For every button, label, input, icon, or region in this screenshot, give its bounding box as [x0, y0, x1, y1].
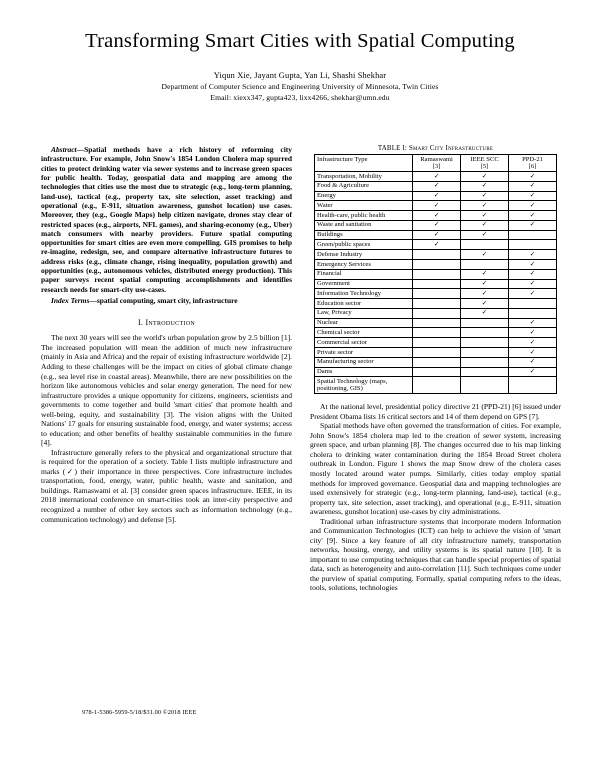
cell-checkmark	[461, 279, 509, 289]
table-row	[315, 367, 557, 377]
cell-infrastructure-type: Commercial sector	[315, 338, 413, 348]
cell-checkmark	[461, 269, 509, 279]
table-row	[315, 259, 557, 269]
column-header-ppd21	[509, 155, 557, 172]
cell-checkmark	[509, 171, 557, 181]
cell-empty	[509, 240, 557, 250]
cell-checkmark	[509, 220, 557, 230]
cell-checkmark	[461, 250, 509, 260]
checkmark-icon: ✓	[481, 182, 488, 190]
checkmark-icon: ✓	[433, 192, 440, 200]
checkmark-icon: ✓	[529, 201, 536, 209]
checkmark-icon: ✓	[433, 182, 440, 190]
index-terms	[41, 296, 292, 305]
cell-checkmark	[461, 201, 509, 211]
checkmark-icon: ✓	[529, 368, 536, 376]
cell-checkmark	[509, 318, 557, 328]
checkmark-icon: ✓	[481, 201, 488, 209]
column-header-ref: [6]	[528, 162, 537, 170]
cell-infrastructure-type: Waste and sanitation	[315, 220, 413, 230]
table-header-row	[315, 155, 557, 172]
section-numeral: I.	[137, 318, 144, 328]
checkmark-icon: ✓	[433, 241, 440, 248]
cell-infrastructure-type: Financial	[315, 269, 413, 279]
cell-checkmark	[461, 211, 509, 221]
checkmark-icon: ✓	[433, 201, 440, 209]
cell-checkmark	[509, 289, 557, 299]
index-terms-label: Index Terms	[51, 296, 90, 305]
paragraph: Spatial methods have often governed the transformation of cities. For example, John Snow's 1854 cholera map led to the creation of sewer system, increasing green space, and urban planning [8]. The changes occurred due to his map linking cholera to drinking water contamination during the 1854 Broad Street cholera outbreak in London. Figure 1 shows the map Snow drew of the cholera cases mostly located around water pumps. Similarly, cities today employ spatial methods for improved governance. Geospatial data and mapping technologies are used extensively for strategic (e.g., long-term planning, land-use), tactical (e.g., property tax, site selection, asset tracking), and operational (e.g., E-911, situation awareness, gunshot location) use-cases by city administrations.	[310, 421, 561, 517]
table-row	[315, 220, 557, 230]
cell-empty	[461, 328, 509, 338]
cell-checkmark	[509, 181, 557, 191]
cell-infrastructure-type: Green/public spaces	[315, 240, 413, 250]
checkmark-icon: ✓	[529, 319, 536, 327]
cell-checkmark	[509, 211, 557, 221]
cell-checkmark	[509, 269, 557, 279]
table-caption: TABLE I: Smart City Infrastructure	[377, 145, 494, 152]
checkmark-icon: ✓	[529, 348, 536, 356]
cell-empty	[413, 250, 461, 260]
author-list: Yiqun Xie, Jayant Gupta, Yan Li, Shashi Shekhar	[213, 70, 387, 80]
cell-empty	[413, 318, 461, 328]
cell-empty	[413, 299, 461, 309]
cell-empty	[413, 338, 461, 348]
abstract-dash: —	[76, 145, 85, 154]
cell-empty	[509, 230, 557, 240]
checkmark-icon: ✓	[433, 231, 440, 239]
table-row	[315, 318, 557, 328]
table-row	[315, 289, 557, 299]
cell-checkmark	[509, 201, 557, 211]
cell-checkmark	[509, 259, 557, 269]
cell-checkmark	[413, 181, 461, 191]
table-header	[315, 155, 557, 172]
table-row	[315, 269, 557, 279]
cell-empty	[413, 308, 461, 318]
email-line: Email: xiexx347, gupta423, lixx4266, shekhar@umn.edu	[210, 93, 390, 103]
cell-empty	[461, 338, 509, 348]
cell-infrastructure-type: Food & Agriculture	[315, 181, 413, 191]
checkmark-icon: ✓	[529, 250, 536, 258]
column-header-ramaswami	[413, 155, 461, 172]
cell-checkmark	[461, 220, 509, 230]
checkmark-icon: ✓	[481, 309, 488, 317]
cell-empty	[461, 318, 509, 328]
cell-empty	[461, 377, 509, 394]
checkmark-icon: ✓	[529, 270, 536, 278]
cell-checkmark	[461, 308, 509, 318]
checkmark-icon: ✓	[481, 192, 488, 200]
table-body	[315, 171, 557, 393]
cell-checkmark	[461, 230, 509, 240]
table-row	[315, 377, 557, 394]
table-row	[315, 171, 557, 181]
section-heading-introduction	[41, 318, 292, 327]
table-row	[315, 250, 557, 260]
cell-checkmark	[413, 240, 461, 250]
cell-infrastructure-type: Transportation, Mobility	[315, 171, 413, 181]
column-header-label: Infrastructure Type	[317, 155, 368, 163]
cell-checkmark	[509, 367, 557, 377]
cell-infrastructure-type: Buildings	[315, 230, 413, 240]
column-header-label: Ramaswami	[420, 155, 453, 163]
cell-infrastructure-type: Manufacturing sector	[315, 357, 413, 367]
column-header-label: IEEE SCC	[470, 155, 499, 163]
left-column	[41, 145, 292, 776]
cell-empty	[461, 240, 509, 250]
checkmark-icon: ✓	[433, 172, 440, 180]
cell-empty	[413, 348, 461, 358]
cell-checkmark	[413, 211, 461, 221]
cell-empty	[413, 328, 461, 338]
column-header-ieee-scc	[461, 155, 509, 172]
cell-empty	[413, 377, 461, 394]
affiliation: Department of Computer Science and Engineering University of Minnesota, Twin Cities	[161, 82, 439, 92]
cell-checkmark	[413, 220, 461, 230]
cell-infrastructure-type: Chemical sector	[315, 328, 413, 338]
checkmark-icon: ✓	[529, 260, 536, 268]
checkmark-icon: ✓	[481, 250, 488, 258]
checkmark-icon: ✓	[529, 338, 536, 346]
paragraph: Traditional urban infrastructure systems that incorporate modern Information and Communication Technologies (ICT) can help to achieve the vision of 'smart city' [9]. Since a key feature of all city infrastructure namely, transportation networks, housing, energy, and utility systems is its spatial nature [10]. It is important to use computing techniques that can handle special properties of spatial data, such as heterogeneity and auto-correlation [11]. Such techniques come under the purview of spatial computing. Formally, spatial computing refers to the ideas, tools, solutions, technologies	[310, 516, 561, 593]
checkmark-icon: ✓	[481, 289, 488, 297]
checkmark-icon: ✓	[529, 358, 536, 366]
section-title: Introduction	[145, 318, 196, 328]
column-header-ref: [3]	[432, 162, 441, 170]
cell-empty	[509, 377, 557, 394]
checkmark-icon: ✓	[481, 270, 488, 278]
cell-infrastructure-type: Emergency Services	[315, 259, 413, 269]
cell-empty	[461, 367, 509, 377]
checkmark-icon: ✓	[481, 221, 488, 229]
cell-infrastructure-type: Information Technology	[315, 289, 413, 299]
cell-checkmark	[461, 171, 509, 181]
table-row	[315, 328, 557, 338]
cell-infrastructure-type: Nuclear	[315, 318, 413, 328]
checkmark-icon: ✓	[481, 172, 488, 180]
cell-empty	[509, 299, 557, 309]
checkmark-icon: ✓	[481, 280, 488, 288]
cell-checkmark	[461, 299, 509, 309]
checkmark-icon: ✓	[529, 221, 536, 229]
cell-checkmark	[509, 191, 557, 201]
cell-infrastructure-type: Health-care, public health	[315, 211, 413, 221]
title-block	[0, 0, 600, 102]
table-row	[315, 348, 557, 358]
cell-infrastructure-type: Private sector	[315, 348, 413, 358]
table-row	[315, 299, 557, 309]
checkmark-icon: ✓	[529, 192, 536, 200]
checkmark-icon: ✓	[529, 289, 536, 297]
cell-empty	[461, 259, 509, 269]
cell-empty	[413, 269, 461, 279]
cell-checkmark	[509, 338, 557, 348]
cell-checkmark	[509, 348, 557, 358]
cell-checkmark	[461, 191, 509, 201]
checkmark-icon: ✓	[529, 182, 536, 190]
cell-infrastructure-type: Spatial Technology (maps, positioning, GIS)	[315, 377, 413, 394]
cell-checkmark	[413, 191, 461, 201]
checkmark-icon: ✓	[433, 221, 440, 229]
checkmark-icon: ✓	[529, 211, 536, 219]
cell-empty	[509, 308, 557, 318]
page-title: Transforming Smart Cities with Spatial Computing	[85, 30, 515, 52]
table-row	[315, 181, 557, 191]
cell-infrastructure-type: Energy	[315, 191, 413, 201]
table-row	[315, 201, 557, 211]
table-row	[315, 191, 557, 201]
cell-empty	[413, 259, 461, 269]
cell-infrastructure-type: Defense Industry	[315, 250, 413, 260]
cell-empty	[461, 348, 509, 358]
column-header-ref: [5]	[480, 162, 489, 170]
cell-checkmark	[509, 328, 557, 338]
checkmark-icon: ✓	[529, 172, 536, 180]
cell-checkmark	[509, 250, 557, 260]
table-row	[315, 240, 557, 250]
index-terms-text: spatial computing, smart city, infrastructure	[96, 296, 238, 305]
table-row	[315, 211, 557, 221]
cell-infrastructure-type: Law, Privacy	[315, 308, 413, 318]
checkmark-icon: ✓	[481, 231, 488, 239]
cell-empty	[413, 357, 461, 367]
smart-city-infrastructure-table	[314, 154, 557, 394]
cell-checkmark	[413, 201, 461, 211]
cell-checkmark	[509, 357, 557, 367]
checkmark-icon: ✓	[481, 299, 488, 307]
column-header-label: PPD-21	[522, 155, 543, 163]
cell-empty	[413, 289, 461, 299]
cell-infrastructure-type: Water	[315, 201, 413, 211]
cell-checkmark	[413, 171, 461, 181]
table-row	[315, 308, 557, 318]
index-terms-dash: —	[89, 296, 97, 305]
cell-empty	[413, 367, 461, 377]
table-block	[310, 145, 561, 394]
abstract-text: Spatial methods have a rich history of reforming city infrastructure. For example, John Snow's 1854 London Cholera map spurred cities to protect drinking water via sewer systems and to increase green spaces for public health. Today, geospatial data and mapping are among the technologies that cities use the most due to strategic (e.g., long-term planning, land-use), tactical (e.g., property tax, site selection, asset tracking) and operational (e.g., E-911, situation awareness, gunshot location) use cases. Moreover, they (e.g., Google Maps) help citizen navigate, drones stay clear of restricted spaces (e.g., airports, NFL games), and sharing-economy (e.g., Uber) match consumers with nearby providers. Future spatial computing opportunities for smart cities are even more compelling. GIS promises to help re-imagine, redesign, see, and compare alternative infrastructure futures to address risks (e.g., climate change, rising inequality, population growth) and opportunities (e.g., autonomous vehicles, distributed energy production). This paper surveys recent spatial computing accomplishments and identifies research needs for smart-city use-cases.	[41, 145, 292, 294]
cell-empty	[461, 357, 509, 367]
table-row	[315, 338, 557, 348]
checkmark-icon: ✓	[481, 211, 488, 219]
cell-checkmark	[461, 289, 509, 299]
abstract-label: Abstract	[51, 145, 77, 154]
cell-checkmark	[461, 181, 509, 191]
cell-infrastructure-type: Dams	[315, 367, 413, 377]
two-column-body	[41, 145, 561, 776]
cell-infrastructure-type: Education sector	[315, 299, 413, 309]
paragraph: At the national level, presidential policy directive 21 (PPD-21) [6] issued under President Obama lists 16 critical sectors and 14 of them depend on GPS [7].	[310, 402, 561, 421]
cell-checkmark	[509, 279, 557, 289]
table-row	[315, 279, 557, 289]
checkmark-icon: ✓	[529, 329, 536, 337]
table-row	[315, 357, 557, 367]
cell-infrastructure-type: Government	[315, 279, 413, 289]
column-header-type	[315, 155, 413, 172]
paragraph: The next 30 years will see the world's urban population grow by 2.5 billion [1]. The increased population will mean the addition of much new infrastructure (mainly in Asia and Africa) and the repair of existing infrastructure worldwide [2]. Adding to these challenges will be the impact on cities of global climate change (e.g., sea level rise in coastal areas). Meanwhile, there are new possibilities on the horizon like autonomous vehicles and solar energy generation. The need for new infrastructure provides a unique opportunity for citizens, engineers, scientists and governments to come together and build 'smart cities' that promote health and well-being, equity, and sustainability [3]. The vision aligns with the United Nations' 17 goals for ensuring sustainable food, energy, and water systems; access to education; and other benefits of healthy sustainable communities in the future [4].	[41, 333, 292, 448]
copyright-footer: 978-1-5386-5959-5/18/$31.00 ©2018 IEEE	[82, 709, 197, 716]
checkmark-icon: ✓	[529, 280, 536, 288]
right-column	[310, 145, 561, 776]
cell-empty	[413, 279, 461, 289]
checkmark-icon: ✓	[433, 211, 440, 219]
cell-checkmark	[413, 230, 461, 240]
table-row	[315, 230, 557, 240]
paragraph: Infrastructure generally refers to the physical and organizational structure that is required for the operation of a society. Table I lists multiple infrastructure and marks (✓) their importance in three perspectives. Core infrastructure includes transportation, food, energy, water, public health, waste and sanitation, and buildings. Ramaswami et al. [3] consider green spaces infrastructure. IEEE, in its 2018 international conference on smart-cities took an inter-city perspective and recognized a number of other key sectors such as information technology (e.g., communication technology) and defense [5].	[41, 447, 292, 524]
abstract-paragraph	[41, 145, 292, 294]
